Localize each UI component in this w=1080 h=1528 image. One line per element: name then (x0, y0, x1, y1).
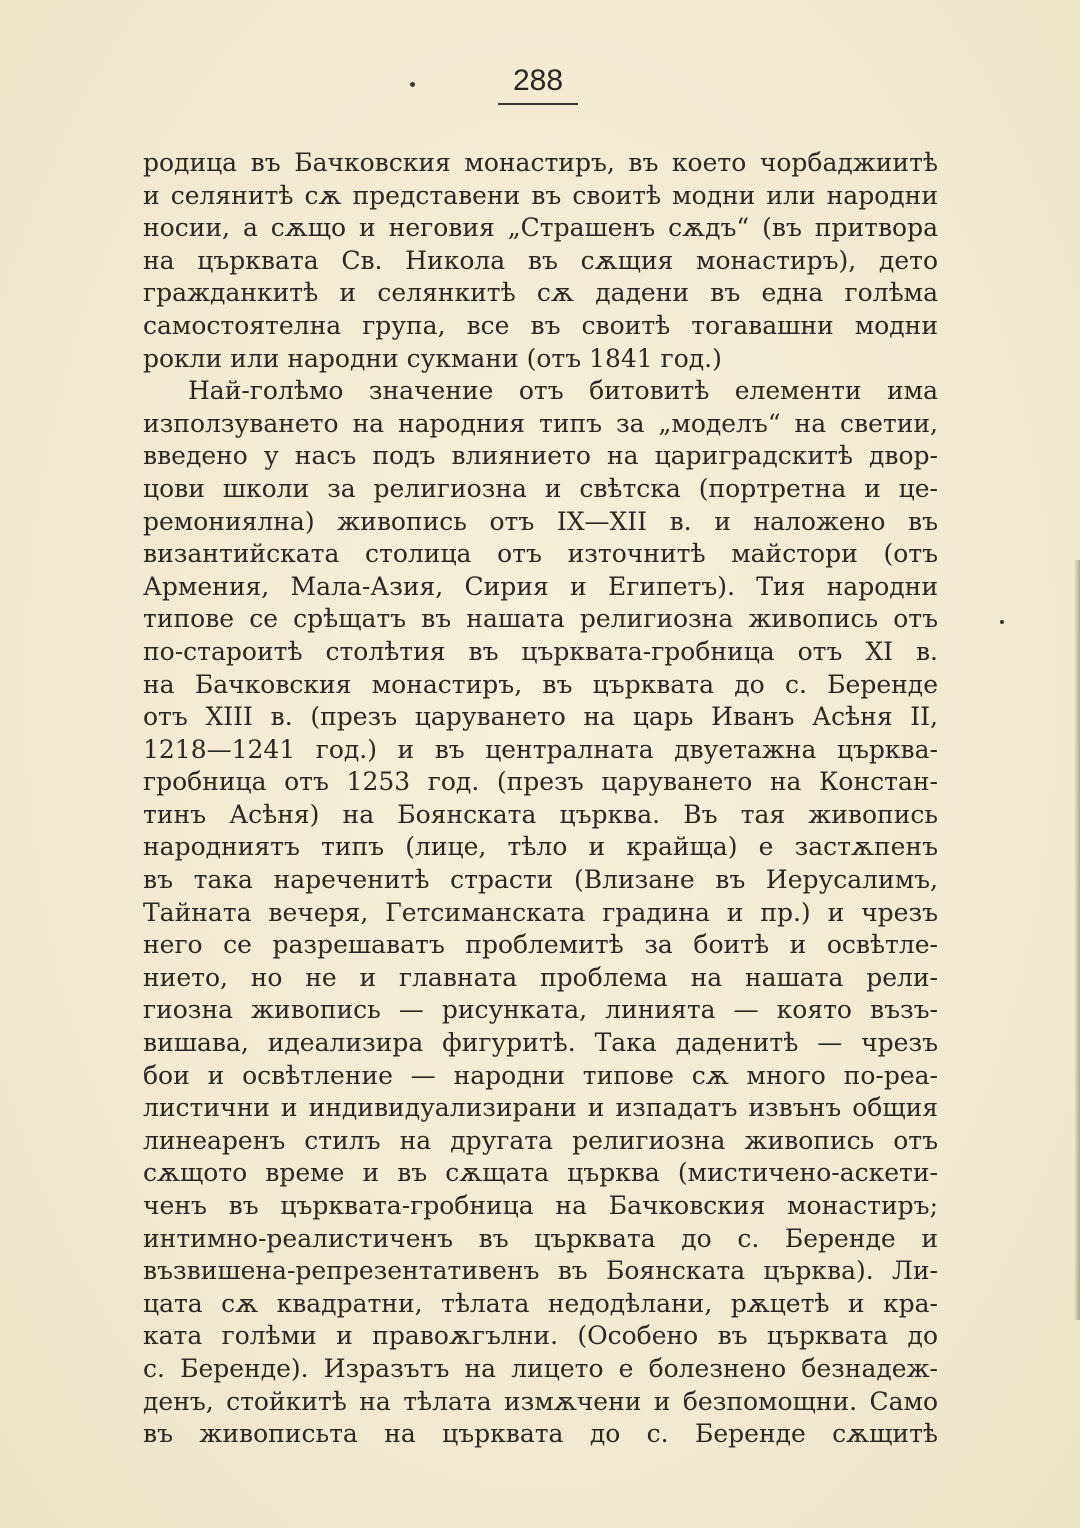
text-line: линеаренъ стилъ на другата религиозна живопись отъ (143, 1125, 938, 1155)
text-line: отъ XIII в. (презъ царуването на царь Иванъ Асѣня II, (143, 702, 938, 732)
text-line: самостоятелна група, все въ своитѣ тогавашни модни (143, 310, 938, 340)
text-line: Най-голѣмо значение отъ битовитѣ елементи има (188, 376, 938, 406)
text-line: интимно-реалистиченъ въ църквата до с. Беренде и (143, 1223, 938, 1253)
text-line: народниятъ типъ (лице, тѣло и крайща) е застѫпенъ (143, 832, 938, 862)
text-line: с. Беренде). Изразътъ на лицето е болезнено безнадеж- (143, 1353, 938, 1383)
text-line: цови школи за религиозна и свѣтска (портретна и це- (143, 473, 938, 503)
text-line: гиозна живопись — рисунката, линията — която възъ- (143, 995, 938, 1025)
text-line: сѫщото време и въ сѫщата църква (мистичено-аскети- (143, 1158, 938, 1188)
text-line: денъ, стойкитѣ на тѣлата измѫчени и безпомощни. Само (143, 1386, 938, 1416)
text-line: по-староитѣ столѣтия въ църквата-гробница отъ XI в. (143, 636, 938, 666)
text-line: листични и индивидуализирани и изпадатъ извънъ общия (143, 1093, 938, 1123)
text-line: Тайната вечеря, Гетсиманската градина и пр.) и чрезъ (143, 897, 938, 927)
page-edge-shadow (1074, 560, 1080, 1320)
text-line: византийската столица отъ източнитѣ майстори (отъ (143, 539, 938, 569)
text-line: въ живописьта на църквата до с. Беренде сѫщитѣ (143, 1419, 938, 1449)
text-line: на църквата Св. Никола въ сѫщия монастиръ), дето (143, 245, 938, 275)
text-line: възвишена-репрезентативенъ въ Боянската църква). Ли- (143, 1256, 938, 1286)
text-line: Армения, Мала-Азия, Сирия и Египетъ). Тия народни (143, 571, 938, 601)
text-line: тинъ Асѣня) на Боянската църква. Въ тая живопись (143, 799, 938, 829)
text-line: нието, но не и главната проблема на нашата рели- (143, 962, 938, 992)
text-line: введено у насъ подъ влиянието на цариградскитѣ двор- (143, 441, 938, 471)
text-line: вишава, идеализира фигуритѣ. Така даденитѣ — чрезъ (143, 1028, 938, 1058)
text-line: използуването на народния типъ за „моделъ“ на светии, (143, 408, 938, 438)
body-text (143, 147, 938, 1451)
text-line: рокли или народни сукмани (отъ 1841 год.) (143, 343, 722, 373)
text-line: ката голѣми и правоѫгълни. (Особено въ църквата до (143, 1321, 938, 1351)
print-speck (410, 82, 415, 87)
text-line: носии, а сѫщо и неговия „Страшенъ сѫдъ“ (въ притвора (143, 213, 938, 243)
text-line: него се разрешаватъ проблемитѣ за боитѣ и освѣтле- (143, 930, 938, 960)
text-line: и селянитѣ сѫ представени въ своитѣ модни или народни (143, 180, 938, 210)
text-line: родица въ Бачковския монастиръ, въ което чорбаджиитѣ (143, 148, 938, 177)
text-line: на Бачковския монастиръ, въ църквата до с. Беренде (143, 669, 938, 699)
text-line: ремониялна) живопись отъ IX—XII в. и наложено въ (143, 506, 938, 536)
text-line: бои и освѣтление — народни типове сѫ много по-реа- (143, 1060, 938, 1090)
print-speck (1000, 620, 1004, 624)
text-line: цата сѫ квадратни, тѣлата недодѣлани, рѫцетѣ и кра- (143, 1288, 938, 1318)
text-line: въ така нареченитѣ страсти (Влизане въ Иерусалимъ, (143, 865, 938, 895)
page-number-underline (498, 103, 578, 105)
text-line: ченъ въ църквата-гробница на Бачковския монастиръ; (143, 1191, 938, 1220)
text-line: типове се срѣщатъ въ нашата религиозна живопись отъ (143, 604, 938, 634)
page-number: 288 (512, 64, 564, 97)
text-line: гражданкитѣ и селянкитѣ сѫ дадени въ една голѣма (143, 278, 938, 308)
text-line: гробница отъ 1253 год. (презъ царуването на Констан- (143, 767, 938, 797)
text-line: 1218—1241 год.) и въ централната двуетажна църква- (143, 734, 938, 764)
